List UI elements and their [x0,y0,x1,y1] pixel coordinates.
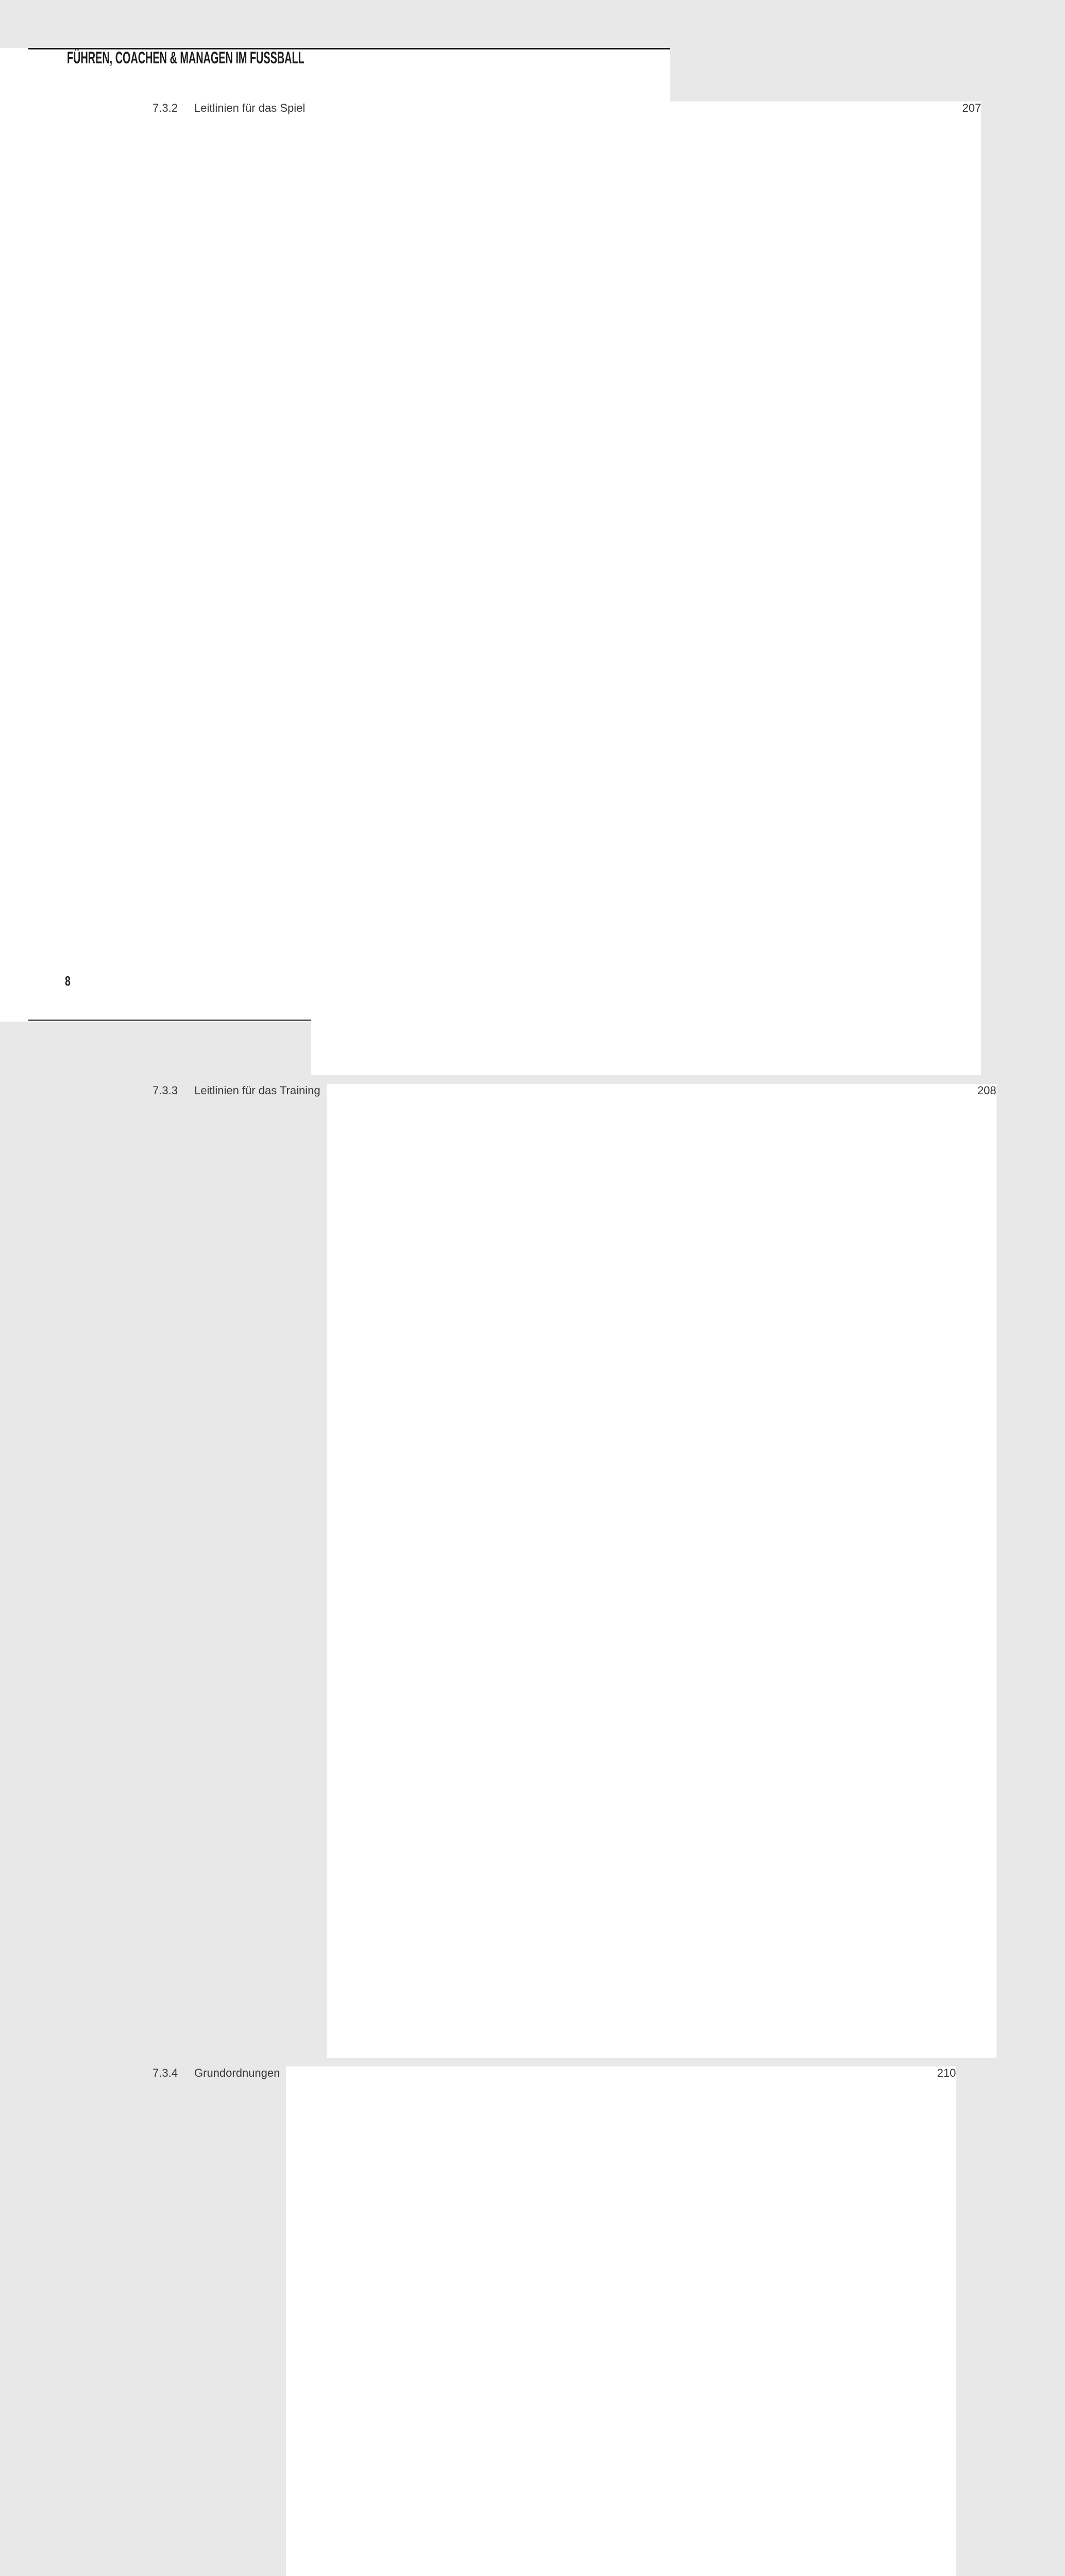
page-number: 8 [65,973,71,989]
toc-entry-page: 207 [311,101,981,1075]
toc-entry-number: 7.3.4 [153,2066,178,2079]
toc-entry-page: 208 [327,1084,996,2058]
book-page [0,48,996,2079]
book-title: FÜHREN, COACHEN & MANAGEN IM FUSSBALL [67,48,305,67]
toc-entry-page: 210 [286,2066,956,2576]
toc-entry-title: Grundordnungen [194,2066,280,2079]
toc-entry [0,2066,956,2576]
toc-entry [0,1084,996,2058]
toc-list [0,101,996,2576]
toc-entry [0,101,982,1075]
toc-entry-number: 7.3.2 [153,101,178,114]
toc-entry-title: Leitlinien für das Training [194,1084,320,1097]
toc-entry-number: 7.3.3 [153,1084,178,1097]
running-header [67,48,670,67]
toc-entry-title: Leitlinien für das Spiel [194,101,306,114]
